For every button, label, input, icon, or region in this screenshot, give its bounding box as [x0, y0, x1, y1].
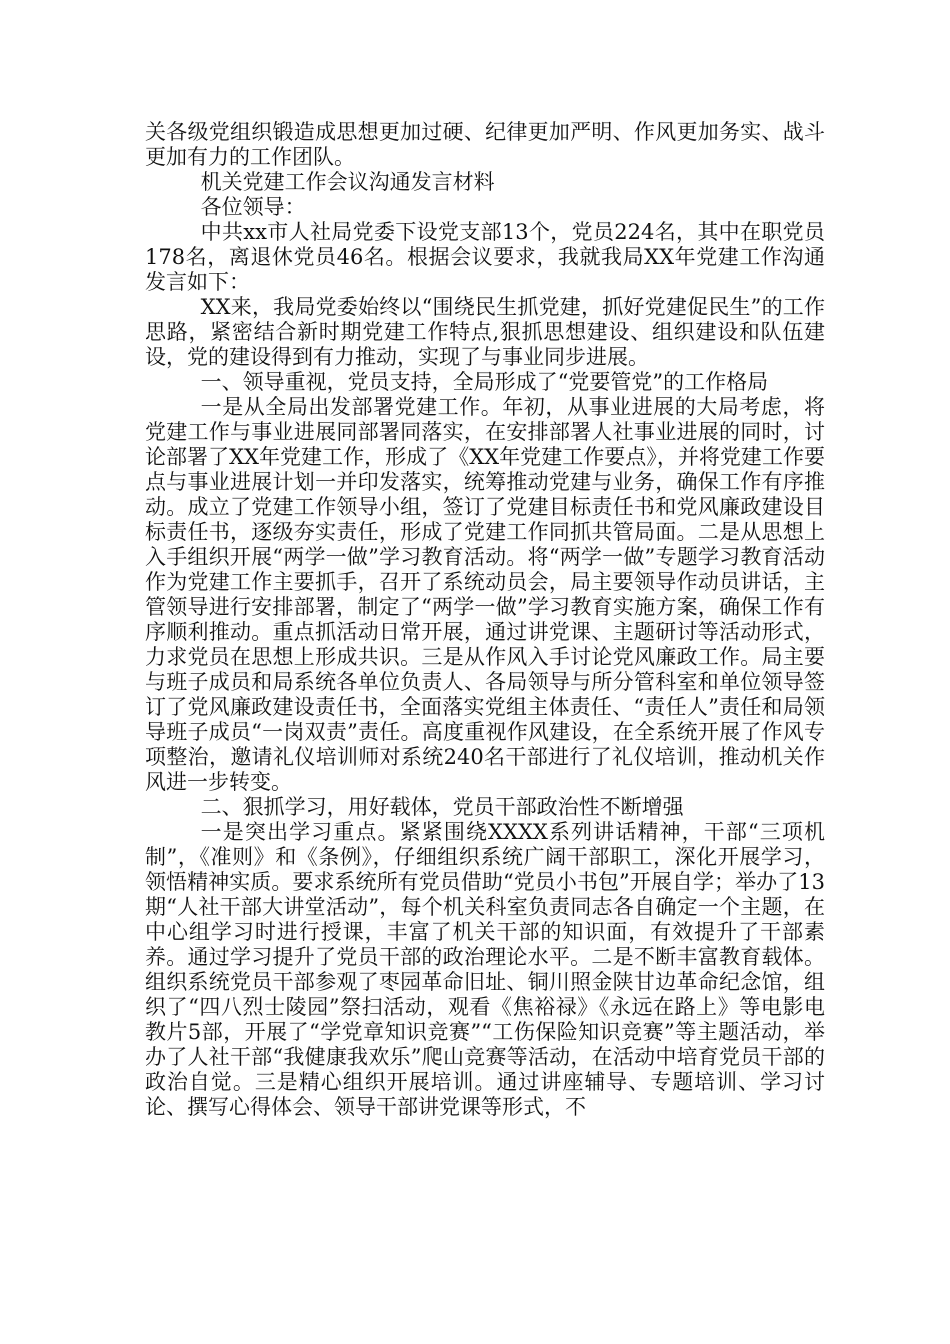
paragraph-section-1: 一是从全局出发部署党建工作。年初，从事业进展的大局考虑，将党建工作与事业进展同部署同落实，在安排部署人社事业进展的同时，讨论部署了XX年党建工作，形成了《XX年党建工作要点》，并将党建工作要点与事业进展计划一并印发落实，统筹推动党建与业务，确保工作有序推动。成立了党建工作领导小组，签订了党建目标责任书和党风廉政建设目标责任书，逐级夯实责任，形成了党建工作同抓共管局面。二是从思想上入手组织开展“两学一做”学习教育活动。将“两学一做”专题学习教育活动作为党建工作主要抓手，召开了系统动员会，局主要领导作动员讲话，主管领导进行安排部署，制定了“两学一做”学习教育实施方案，确保工作有序顺利推动。重点抓活动日常开展，通过讲党课、主题研讨等活动形式，力求党员在思想上形成共识。三是从作风入手讨论党风廉政工作。局主要与班子成员和局系统各单位负责人、各局领导与所分管科室和单位领导签订了党风廉政建设责任书，全面落实党组主体责任、“责任人”责任和局领导班子成员“一岗双责”责任。高度重视作风建设，在全系统开展了作风专项整治，邀请礼仪培训师对系统240名干部进行了礼仪培训，推动机关作风进一步转变。	[145, 395, 825, 794]
paragraph-section-2: 一是突出学习重点。紧紧围绕XXXX系列讲话精神，干部“三项机制”，《准则》和《条例》，仔细组织系统广阔干部职工，深化开展学习，领悟精神实质。要求系统所有党员借助“党员小书包”开展自学；举办了13期“人社干部大讲堂活动”，每个机关科室负责同志各自确定一个主题，在中心组学习时进行授课，丰富了机关干部的知识面，有效提升了干部素养。通过学习提升了党员干部的政治理论水平。二是不断丰富教育载体。组织系统党员干部参观了枣园革命旧址、铜川照金陕甘边革命纪念馆，组织了“四八烈士陵园”祭扫活动，观看《焦裕禄》《永远在路上》等电影电教片5部，开展了“学党章知识竞赛”“工伤保险知识竞赛”等主题活动，举办了人社干部“我健康我欢乐”爬山竞赛等活动，在活动中培育党员干部的政治自觉。三是精心组织开展培训。通过讲座辅导、专题培训、学习讨论、撰写心得体会、领导干部讲党课等形式，不	[145, 820, 825, 1119]
paragraph-overview: XX来，我局党委始终以“围绕民生抓党建，抓好党建促民生”的工作思路，紧密结合新时期党建工作特点,狠抓思想建设、组织建设和队伍建设，党的建设得到有力推动，实现了与事业同步进展。	[145, 295, 825, 369]
paragraph-intro: 中共xx市人社局党委下设党支部13个，党员224名，其中在职党员178名，离退休党员46名。根据会议要求，我就我局XX年党建工作沟通发言如下：	[145, 220, 825, 294]
document-title: 机关党建工作会议沟通发言材料	[200, 170, 495, 194]
paragraph-continuation: 关各级党组织锻造成思想更加过硬、纪律更加严明、作风更加务实、战斗更加有力的工作团队。	[145, 120, 825, 169]
document-page	[145, 120, 825, 1120]
section-heading-1: 一、领导重视，党员支持，全局形成了“党要管党”的工作格局	[200, 370, 769, 394]
section-heading-2: 二、狠抓学习，用好载体，党员干部政治性不断增强	[200, 795, 684, 819]
salutation: 各位领导：	[200, 195, 306, 219]
